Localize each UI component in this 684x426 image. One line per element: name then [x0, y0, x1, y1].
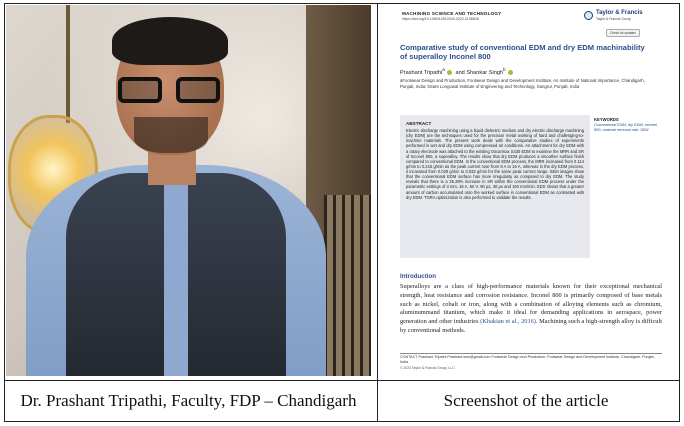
beard — [134, 117, 208, 153]
abstract-heading: ABSTRACT — [406, 121, 432, 126]
orcid-icon[interactable] — [447, 70, 452, 75]
abstract-text: Electric discharge machining using a liquid dielectric medium and dry electric discharge machining (dry EDM) are the techniques used for the precision metal working of hard and challenging-to-machine materials. The present work deals with the comparative studies of experiments performed in wet and dry EDM using compressed air conditions. An attachment for dry EDM with a rotary electrode was attached to the existing Oscarmax S430 EDM to examine the MRR and SR of Inconel 800, a superalloy. The results show that dry EDM produces a smoother surface finish compared to conventional EDM. In the conventional EDM process, the MRR increased from 0.114 g/min to 0.216 g/min as the peak current rose from 8 A to 16 A, whereas in the dry EDM process, it increased from 0.028 g/min to 0.033 g/min for the same peak current range. SEM images show that the conventional EDM surface has more irregularity as compared to dry EDM. The study reveals that there is a 25.28% increase in SR within the conventional EDM process under the parametric settings of 3 mm, 16 A, 50 V, 90 µs, 30 µs and 160 mm/min. EDS shows that a greater amount of carbon accumulated onto the worked surface in conventional EDM as contrasted with dry EDM. TGRA optimization is also performed to validate the results. — [406, 128, 584, 200]
citation-link[interactable]: (Khakian et al., 2016). — [480, 318, 538, 326]
shirt-placket — [164, 175, 188, 376]
glasses — [118, 77, 222, 105]
author-2-affil: b — [503, 67, 506, 72]
publisher-name: Taylor & Francis — [596, 10, 643, 16]
copyright: © 2023 Taylor & Francis Group, LLC — [400, 366, 455, 370]
orcid-icon[interactable] — [508, 70, 513, 75]
keywords-heading: KEYWORDS — [594, 117, 619, 122]
article-doi[interactable]: https://doi.org/10.1080/10910344.2022.2138628 — [402, 17, 479, 21]
author-1-affil: a — [442, 67, 445, 72]
lamp-rope — [66, 5, 70, 123]
intro-body-2: Machining such a high-strength alloy is difficult by conventional methods. — [400, 318, 662, 334]
hair — [112, 17, 228, 65]
publisher-group: Taylor & Francis Group — [596, 17, 631, 21]
introduction-heading: Introduction — [400, 273, 437, 280]
affiliations: aFootwear Design and Production, Footwear Design and Development Institute, An Institute of National Importance, Chandigarh, Punjab, India; bSant Longowal Institute of Engineering and Technology, Sangrur, Punjab, India — [400, 78, 645, 89]
footer-rule — [400, 353, 662, 354]
keywords-list: Conventional EDM; dry EDM; Inconel 800; material removal rate; SEM — [594, 123, 657, 132]
caption-article: Screenshot of the article — [443, 390, 609, 410]
author-2: and Shankar Singh — [455, 69, 504, 76]
author-1: Prashant Tripathi — [400, 69, 443, 76]
article-authors — [400, 67, 515, 76]
intro-body: Superalloys are a class of high-performance materials known for their exceptional mechanical strength, heat resistance and corrosion resistance. Inconel 800 is primarily composed of base metals such as nickel, cobalt or iron, along with a combination of alloying elements such as chromium, aluminummand titanium, which make it ideal for demanding applications in aerospace, power generation and other industries — [400, 283, 662, 326]
article-title: Comparative study of conventional EDM and dry EDM machinability of superalloy Inconel 800 — [400, 43, 645, 62]
faculty-photo — [6, 5, 371, 376]
article-screenshot — [378, 5, 676, 374]
introduction-text — [400, 283, 662, 336]
check-updates-button[interactable]: Check for updates — [606, 29, 640, 37]
publisher-logo-icon — [584, 11, 593, 20]
abstract-box — [400, 115, 590, 258]
journal-name: MACHINING SCIENCE AND TECHNOLOGY — [402, 11, 502, 16]
wooden-lattice — [324, 195, 371, 376]
contact-info: CONTACT Prashant Tripathi Prashant.ssm@gmail.com Footwear Design and Production, Footwear Design and Development Institute, Chandigarh, Punjab, India — [400, 355, 655, 364]
caption-photo: Dr. Prashant Tripathi, Faculty, FDP – Chandigarh — [20, 390, 357, 410]
